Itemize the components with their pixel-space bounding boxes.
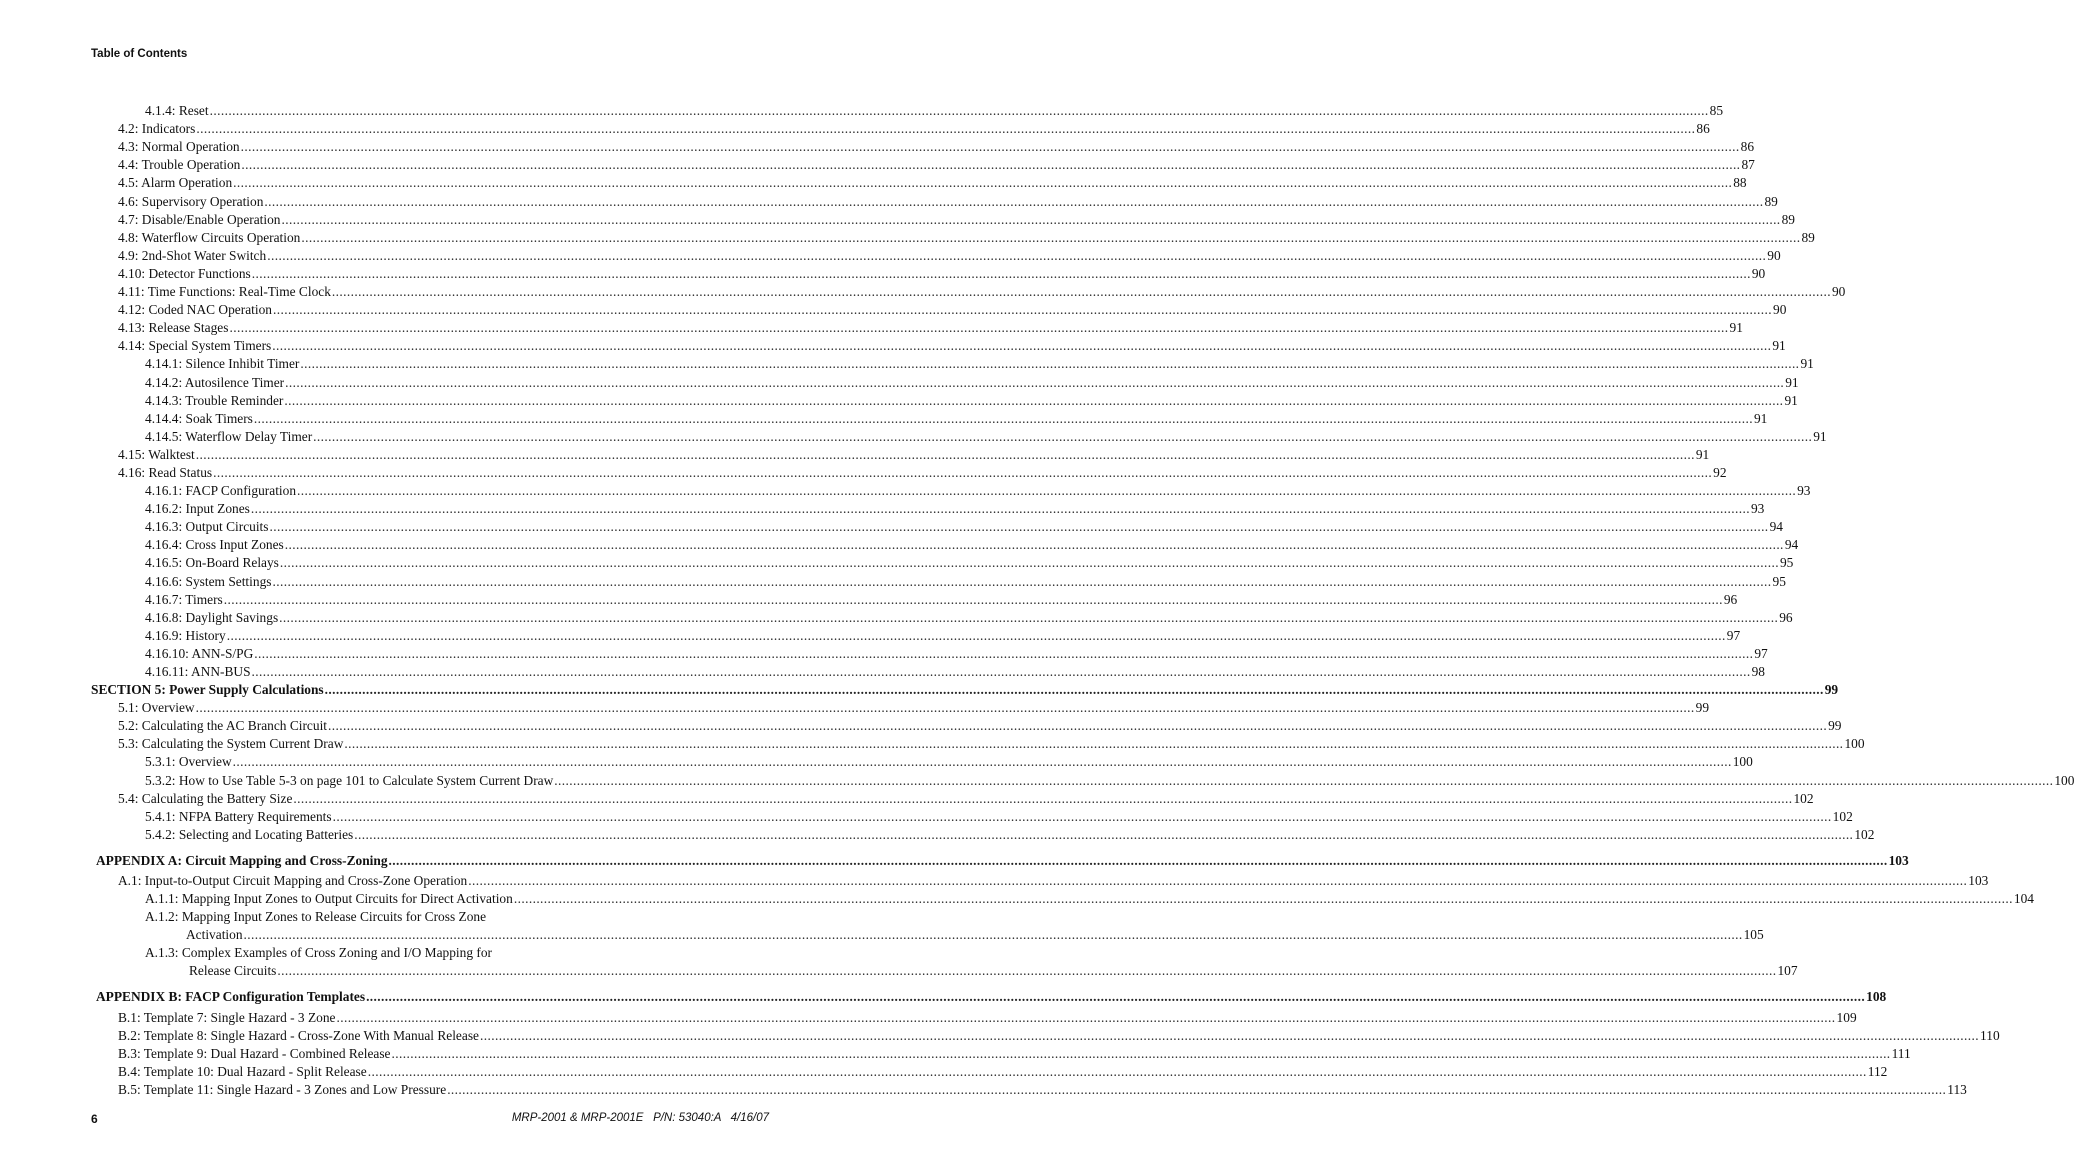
toc-entry[interactable] [91,907,770,925]
toc-entry[interactable] [91,137,1755,155]
toc-entry-page: 86 [1696,121,1710,137]
toc-entry-label: 5.4.2: Selecting and Locating Batteries [145,826,354,842]
dot-leader: ................................................................................................................................................................................................................................................................................................................................................................................................................ [324,682,1824,698]
toc-entry-label: 5.1: Overview [118,700,195,716]
toc-entry-label: 4.16.7: Timers [145,591,223,607]
dot-leader: ................................................................................................................................................................................................................................................................................................................................................................................................................ [285,374,1785,390]
dot-leader: ................................................................................................................................................................................................................................................................................................................................................................................................................ [240,139,1740,155]
toc-entry[interactable] [91,463,1727,481]
dot-leader: ................................................................................................................................................................................................................................................................................................................................................................................................................ [233,175,1733,191]
toc-entry-page: 97 [1726,627,1741,643]
toc-entry-page: 108 [1866,989,1887,1005]
toc-entry-label: 5.3: Calculating the System Current Draw [118,736,344,752]
dot-leader: ................................................................................................................................................................................................................................................................................................................................................................................................................ [229,320,1729,336]
toc-entry[interactable] [91,825,1875,843]
toc-entry[interactable] [91,282,1846,300]
toc-entry-label: 4.13: Release Stages [118,320,229,336]
toc-entry[interactable] [91,391,1798,409]
toc-entry[interactable] [91,662,1765,680]
toc-entry-label: 4.4: Trouble Operation [118,157,241,173]
toc-entry[interactable] [91,571,1786,589]
dot-leader: ................................................................................................................................................................................................................................................................................................................................................................................................................ [232,754,1732,770]
section-heading-entry[interactable] [91,680,1839,698]
toc-entry-label: 4.16: Read Status [118,464,213,480]
toc-entry-page: 91 [1785,374,1799,390]
toc-entry[interactable] [91,889,2034,907]
toc-entry-label: 4.14.5: Waterflow Delay Timer [145,428,313,444]
toc-entry-label: 4.16.2: Input Zones [145,501,250,517]
toc-entry-label: 4.16.4: Cross Input Zones [145,537,284,553]
toc-entry-label: B.5: Template 11: Single Hazard - 3 Zones and Low Pressure [118,1081,447,1097]
toc-entry-label: A.1.1: Mapping Input Zones to Output Circuits for Direct Activation [145,891,513,907]
toc-entry-page: 98 [1751,664,1765,679]
toc-entry-continuation[interactable] [91,961,1798,979]
toc-entry-label: 4.2: Indicators [118,121,196,137]
toc-entry[interactable] [91,734,1865,752]
toc-entry-label: 4.16.11: ANN-BUS [145,664,251,679]
toc-entry[interactable] [91,871,1989,889]
dot-leader: ................................................................................................................................................................................................................................................................................................................................................................................................................ [277,963,1777,979]
dot-leader: ................................................................................................................................................................................................................................................................................................................................................................................................................ [391,1045,1891,1061]
toc-entry-label: 4.12: Coded NAC Operation [118,302,272,318]
toc-entry-label: 4.10: Detector Functions [118,265,251,281]
toc-entry-page: 97 [1754,645,1768,661]
toc-entry-page: 100 [1732,754,1753,770]
dot-leader: ................................................................................................................................................................................................................................................................................................................................................................................................................ [267,247,1767,263]
dot-leader: ................................................................................................................................................................................................................................................................................................................................................................................................................ [468,872,1968,888]
toc-entry-label: 5.2: Calculating the AC Branch Circuit [118,718,328,734]
dot-leader: ................................................................................................................................................................................................................................................................................................................................................................................................................ [209,103,1709,119]
toc-entry-page: 89 [1764,193,1778,209]
toc-entry-page: 90 [1831,284,1846,300]
toc-entry-page: 100 [2054,772,2074,788]
toc-entry-label: 4.1.4: Reset [145,103,209,119]
toc-entry-page: 109 [1836,1009,1857,1025]
toc-entry-page: 113 [1947,1081,1967,1097]
toc-entry-page: 102 [1793,790,1814,806]
toc-entry[interactable] [91,553,1794,571]
toc-entry[interactable] [91,626,1741,644]
page-number: 6 [91,1112,98,1126]
dot-leader: ................................................................................................................................................................................................................................................................................................................................................................................................................ [272,302,1773,318]
dot-leader: ................................................................................................................................................................................................................................................................................................................................................................................................................ [513,891,2013,907]
dot-leader: ................................................................................................................................................................................................................................................................................................................................................................................................................ [226,627,1726,643]
page-header-title: Table of Contents [91,48,188,60]
dot-leader: ................................................................................................................................................................................................................................................................................................................................................................................................................ [269,519,1769,535]
toc-entry-label: 4.16.1: FACP Configuration [145,483,297,499]
toc-entry-label: 4.3: Normal Operation [118,139,240,155]
dot-leader: ................................................................................................................................................................................................................................................................................................................................................................................................................ [328,718,1828,734]
dot-leader: ................................................................................................................................................................................................................................................................................................................................................................................................................ [313,428,1813,444]
table-of-contents [91,101,2074,1098]
toc-entry[interactable] [91,789,1814,807]
toc-entry-page: 91 [1784,392,1798,408]
toc-entry-page: 102 [1854,826,1875,842]
toc-entry-page: 94 [1769,519,1783,535]
toc-entry[interactable] [91,608,1793,626]
toc-entry-label: A.1.3: Complex Examples of Cross Zoning and I/O Mapping for [145,945,492,961]
toc-entry-label-continued: Activation [186,927,243,943]
toc-entry-label: APPENDIX A: Circuit Mapping and Cross-Zoning [96,852,388,868]
dot-leader: ................................................................................................................................................................................................................................................................................................................................................................................................................ [195,700,1695,716]
toc-entry-label: A.1: Input-to-Output Circuit Mapping and Cross-Zone Operation [118,872,468,888]
toc-entry-page: 96 [1779,609,1793,625]
toc-entry[interactable] [91,246,1781,264]
dot-leader: ................................................................................................................................................................................................................................................................................................................................................................................................................ [264,193,1764,209]
toc-entry[interactable] [91,1007,1857,1025]
toc-entry[interactable] [91,1026,2000,1044]
dot-leader: ................................................................................................................................................................................................................................................................................................................................................................................................................ [331,284,1831,300]
toc-entry-page: 110 [1980,1027,2000,1043]
toc-entry-label: 4.11: Time Functions: Real-Time Clock [118,284,331,300]
toc-entry[interactable] [91,155,1755,173]
toc-entry[interactable] [91,210,1795,228]
dot-leader: ................................................................................................................................................................................................................................................................................................................................................................................................................ [213,464,1713,480]
dot-leader: ................................................................................................................................................................................................................................................................................................................................................................................................................ [297,483,1797,499]
dot-leader: ................................................................................................................................................................................................................................................................................................................................................................................................................ [388,852,1888,868]
toc-entry-label: 4.14.1: Silence Inhibit Timer [145,356,300,372]
toc-entry-label: 5.4: Calculating the Battery Size [118,790,293,806]
toc-entry-label: SECTION 5: Power Supply Calculations [91,682,324,698]
toc-entry-page: 91 [1695,446,1710,462]
toc-entry[interactable] [91,517,1783,535]
toc-entry-label: 4.16.8: Daylight Savings [145,609,279,625]
toc-entry-label: 4.9: 2nd-Shot Water Switch [118,247,267,263]
toc-entry-label: B.1: Template 7: Single Hazard - 3 Zone [118,1009,336,1025]
toc-entry-page: 99 [1824,682,1839,698]
toc-entry[interactable] [91,1044,1911,1062]
toc-entry-label: B.3: Template 9: Dual Hazard - Combined Release [118,1045,391,1061]
toc-entry[interactable] [91,535,1799,553]
toc-entry-page: 89 [1801,229,1815,245]
dot-leader: ................................................................................................................................................................................................................................................................................................................................................................................................................ [196,121,1696,137]
toc-entry-page: 91 [1813,428,1827,444]
dot-leader: ................................................................................................................................................................................................................................................................................................................................................................................................................ [354,826,1854,842]
toc-entry-page: 91 [1772,338,1786,354]
toc-entry-page: 89 [1781,211,1795,227]
toc-entry-continuation[interactable] [91,925,1764,943]
dot-leader: ................................................................................................................................................................................................................................................................................................................................................................................................................ [253,410,1753,426]
toc-entry-label: 4.15: Walktest [118,446,195,462]
toc-entry-label: 4.16.3: Output Circuits [145,519,269,535]
toc-entry-page: 90 [1751,265,1766,281]
toc-entry-page: 93 [1797,483,1811,499]
toc-entry-page: 91 [1729,320,1743,336]
toc-entry[interactable] [91,228,1815,246]
dot-leader: ................................................................................................................................................................................................................................................................................................................................................................................................................ [279,609,1779,625]
dot-leader: ................................................................................................................................................................................................................................................................................................................................................................................................................ [301,229,1801,245]
toc-entry[interactable] [91,481,1811,499]
toc-entry-label-continued: Release Circuits [189,963,277,979]
toc-entry-label: 4.5: Alarm Operation [118,175,233,191]
toc-entry-page: 99 [1695,700,1710,716]
toc-entry-page: 95 [1779,555,1794,571]
toc-entry-page: 90 [1767,247,1781,263]
toc-entry-page: 105 [1743,927,1764,943]
toc-entry-label: B.2: Template 8: Single Hazard - Cross-Zone With Manual Release [118,1027,479,1043]
dot-leader: ................................................................................................................................................................................................................................................................................................................................................................................................................ [447,1081,1947,1097]
dot-leader: ................................................................................................................................................................................................................................................................................................................................................................................................................ [284,537,1784,553]
toc-entry[interactable] [91,318,1743,336]
toc-entry[interactable] [91,716,1842,734]
toc-entry-page: 85 [1709,103,1724,119]
toc-entry-label: 5.4.1: NFPA Battery Requirements [145,808,332,824]
dot-leader: ................................................................................................................................................................................................................................................................................................................................................................................................................ [279,555,1779,571]
toc-entry-page: 87 [1741,157,1755,173]
toc-entry-page: 99 [1828,718,1842,734]
toc-entry-label: 4.7: Disable/Enable Operation [118,211,281,227]
dot-leader: ................................................................................................................................................................................................................................................................................................................................................................................................................ [243,927,1743,943]
toc-entry-page: 91 [1753,410,1768,426]
toc-entry[interactable] [91,409,1768,427]
toc-entry-label: 4.16.10: ANN-S/PG [145,645,254,661]
toc-entry-label: APPENDIX B: FACP Configuration Templates [96,989,366,1005]
dot-leader: ................................................................................................................................................................................................................................................................................................................................................................................................................ [251,265,1751,281]
toc-entry-label: A.1.2: Mapping Input Zones to Release Circuits for Cross Zone [145,909,487,925]
dot-leader: ................................................................................................................................................................................................................................................................................................................................................................................................................ [281,211,1781,227]
toc-entry[interactable] [91,101,1724,119]
toc-entry[interactable] [91,752,1753,770]
toc-entry-label: 5.3.1: Overview [145,754,232,770]
dot-leader: ................................................................................................................................................................................................................................................................................................................................................................................................................ [284,392,1784,408]
toc-entry[interactable] [91,119,1710,137]
toc-entry[interactable] [91,336,1786,354]
toc-entry[interactable] [91,943,770,961]
dot-leader: ................................................................................................................................................................................................................................................................................................................................................................................................................ [223,591,1723,607]
document-identifier: MRP-2001 & MRP-2001E P/N: 53040:A 4/16/07 [511,1112,769,1124]
dot-leader: ................................................................................................................................................................................................................................................................................................................................................................................................................ [366,989,1866,1005]
dot-leader: ................................................................................................................................................................................................................................................................................................................................................................................................................ [336,1009,1836,1025]
toc-entry[interactable] [91,427,1827,445]
dot-leader: ................................................................................................................................................................................................................................................................................................................................................................................................................ [195,446,1695,462]
toc-entry-page: 103 [1888,852,1909,868]
appendix-heading-entry[interactable] [91,983,1887,1005]
toc-entry-page: 88 [1733,175,1747,191]
toc-entry-page: 91 [1800,356,1814,372]
toc-entry[interactable] [91,770,2074,788]
dot-leader: ................................................................................................................................................................................................................................................................................................................................................................................................................ [272,573,1772,589]
toc-entry-page: 112 [1867,1063,1888,1079]
toc-entry-page: 95 [1772,573,1786,589]
toc-entry-label: 4.14: Special System Timers [118,338,272,354]
dot-leader: ................................................................................................................................................................................................................................................................................................................................................................................................................ [241,157,1741,173]
toc-entry-label: 4.6: Supervisory Operation [118,193,264,209]
toc-entry[interactable] [91,191,1778,209]
toc-entry[interactable] [91,354,1814,372]
dot-leader: ................................................................................................................................................................................................................................................................................................................................................................................................................ [554,772,2054,788]
dot-leader: ................................................................................................................................................................................................................................................................................................................................................................................................................ [344,736,1844,752]
toc-entry-page: 94 [1784,537,1799,553]
dot-leader: ................................................................................................................................................................................................................................................................................................................................................................................................................ [250,501,1750,517]
toc-entry-label: 4.14.4: Soak Timers [145,410,253,426]
toc-entry-label: 5.3.2: How to Use Table 5-3 on page 101 to Calculate System Current Draw [145,772,554,788]
toc-entry[interactable] [91,499,1765,517]
toc-entry-label: 4.16.6: System Settings [145,573,272,589]
dot-leader: ................................................................................................................................................................................................................................................................................................................................................................................................................ [254,645,1754,661]
toc-entry[interactable] [91,445,1710,463]
dot-leader: ................................................................................................................................................................................................................................................................................................................................................................................................................ [251,664,1751,679]
toc-entry[interactable] [91,698,1710,716]
toc-entry-page: 90 [1773,302,1787,318]
toc-entry-page: 102 [1832,808,1853,824]
toc-entry[interactable] [91,1080,1967,1098]
dot-leader: ................................................................................................................................................................................................................................................................................................................................................................................................................ [367,1063,1867,1079]
toc-entry-label: B.4: Template 10: Dual Hazard - Split Release [118,1063,367,1079]
toc-entry-label: 4.8: Waterflow Circuits Operation [118,229,301,245]
toc-entry-page: 104 [2013,891,2034,907]
toc-entry[interactable] [91,644,1768,662]
toc-entry-page: 100 [1844,736,1865,752]
toc-entry-page: 92 [1713,464,1727,480]
toc-entry-label: 4.14.3: Trouble Reminder [145,392,284,408]
toc-entry[interactable] [91,264,1766,282]
dot-leader: ................................................................................................................................................................................................................................................................................................................................................................................................................ [293,790,1793,806]
dot-leader: ................................................................................................................................................................................................................................................................................................................................................................................................................ [479,1027,1980,1043]
toc-entry[interactable] [91,173,1747,191]
toc-entry-page: 93 [1750,501,1765,517]
toc-entry[interactable] [91,1062,1888,1080]
toc-entry-page: 86 [1740,139,1755,155]
toc-entry[interactable] [91,300,1787,318]
dot-leader: ................................................................................................................................................................................................................................................................................................................................................................................................................ [272,338,1772,354]
toc-entry-label: 4.16.9: History [145,627,226,643]
toc-entry[interactable] [91,807,1853,825]
toc-entry[interactable] [91,372,1799,390]
toc-entry-label: 4.16.5: On-Board Relays [145,555,279,571]
toc-entry-page: 96 [1723,591,1738,607]
dot-leader: ................................................................................................................................................................................................................................................................................................................................................................................................................ [300,356,1800,372]
toc-entry-page: 111 [1891,1045,1911,1061]
toc-entry-page: 103 [1968,872,1989,888]
toc-entry-page: 107 [1777,963,1798,979]
appendix-heading-entry[interactable] [91,847,1909,869]
toc-entry[interactable] [91,590,1738,608]
dot-leader: ................................................................................................................................................................................................................................................................................................................................................................................................................ [332,808,1832,824]
toc-entry-label: 4.14.2: Autosilence Timer [145,374,285,390]
